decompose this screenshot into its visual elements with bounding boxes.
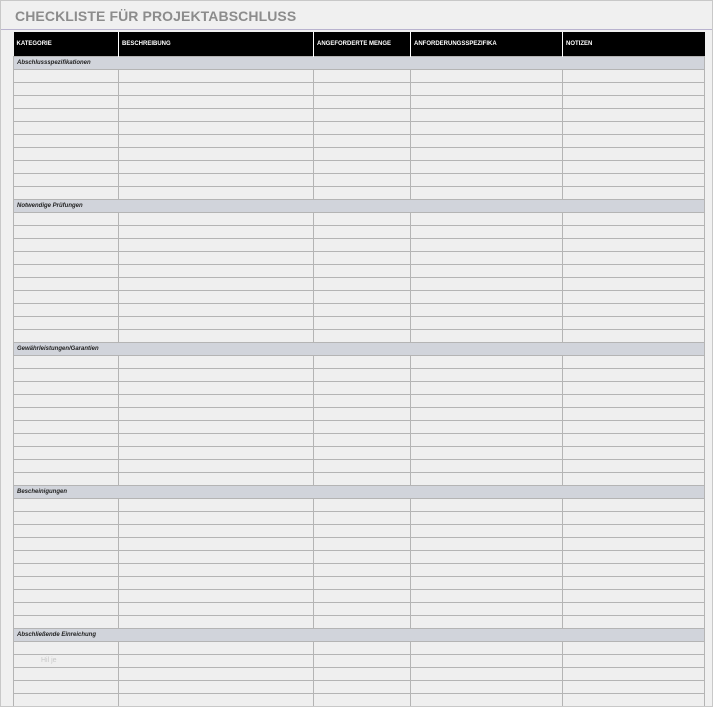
table-cell[interactable] (411, 382, 563, 395)
table-row (14, 551, 705, 564)
table-row (14, 421, 705, 434)
table-cell[interactable] (563, 96, 705, 109)
table-cell[interactable] (14, 70, 119, 83)
table-cell[interactable] (119, 538, 314, 551)
table-cell[interactable] (14, 447, 119, 460)
table-cell[interactable] (314, 525, 411, 538)
table-cell[interactable] (314, 96, 411, 109)
table-cell[interactable] (563, 538, 705, 551)
table-cell[interactable] (14, 551, 119, 564)
table-cell[interactable] (411, 96, 563, 109)
table-cell[interactable] (119, 577, 314, 590)
section-header-row (14, 629, 705, 642)
table-cell[interactable] (119, 655, 314, 668)
table-cell[interactable] (563, 473, 705, 486)
table-cell[interactable] (314, 187, 411, 200)
table-cell[interactable] (119, 447, 314, 460)
column-header-anforderungsspezifika: ANFORDERUNGSSPEZIFIKA (411, 32, 563, 57)
table-cell[interactable] (14, 382, 119, 395)
table-row (14, 96, 705, 109)
table-cell[interactable] (563, 460, 705, 473)
table-row (14, 668, 705, 681)
table-cell[interactable] (14, 564, 119, 577)
table-cell[interactable] (14, 525, 119, 538)
section-header-row (14, 343, 705, 356)
table-row (14, 460, 705, 473)
table-cell[interactable] (14, 148, 119, 161)
table-cell[interactable] (314, 603, 411, 616)
table-cell[interactable] (411, 239, 563, 252)
table-cell[interactable] (119, 642, 314, 655)
table-cell[interactable] (314, 408, 411, 421)
table-cell[interactable] (314, 538, 411, 551)
table-cell[interactable] (411, 330, 563, 343)
table-cell[interactable] (411, 551, 563, 564)
table-cell[interactable] (14, 291, 119, 304)
table-cell[interactable] (314, 70, 411, 83)
table-cell[interactable] (14, 109, 119, 122)
table-cell[interactable] (119, 148, 314, 161)
table-cell[interactable] (411, 460, 563, 473)
table-cell[interactable] (563, 83, 705, 96)
table-cell[interactable] (314, 564, 411, 577)
table-cell[interactable] (314, 135, 411, 148)
table-cell[interactable] (314, 109, 411, 122)
table-cell[interactable] (411, 681, 563, 694)
table-cell[interactable] (314, 239, 411, 252)
table-cell[interactable] (119, 239, 314, 252)
table-cell[interactable] (119, 395, 314, 408)
table-row (14, 304, 705, 317)
table-cell[interactable] (119, 278, 314, 291)
table-cell[interactable] (563, 356, 705, 369)
table-cell[interactable] (563, 252, 705, 265)
table-cell[interactable] (411, 70, 563, 83)
table-cell[interactable] (563, 564, 705, 577)
table-cell[interactable] (411, 148, 563, 161)
table-cell[interactable] (411, 83, 563, 96)
table-cell[interactable] (14, 512, 119, 525)
table-cell[interactable] (314, 291, 411, 304)
watermark-text: Hil je (41, 657, 57, 664)
table-cell[interactable] (411, 213, 563, 226)
table-cell[interactable] (411, 525, 563, 538)
table-cell[interactable] (563, 512, 705, 525)
table-cell[interactable] (14, 642, 119, 655)
table-row (14, 213, 705, 226)
checklist-table (13, 32, 705, 707)
table-cell[interactable] (314, 395, 411, 408)
table-cell[interactable] (14, 499, 119, 512)
table-row (14, 148, 705, 161)
table-cell[interactable] (563, 499, 705, 512)
table-cell[interactable] (411, 187, 563, 200)
column-header-beschreibung: BESCHREIBUNG (119, 32, 314, 57)
table-row (14, 395, 705, 408)
table-cell[interactable] (119, 434, 314, 447)
table-cell[interactable] (14, 174, 119, 187)
table-row (14, 525, 705, 538)
table-cell[interactable] (411, 512, 563, 525)
table-cell[interactable] (563, 616, 705, 629)
table-cell[interactable] (14, 239, 119, 252)
table-cell[interactable] (563, 239, 705, 252)
table-cell[interactable] (563, 187, 705, 200)
table-cell[interactable] (314, 265, 411, 278)
table-row (14, 291, 705, 304)
table-cell[interactable] (411, 122, 563, 135)
table-cell[interactable] (119, 83, 314, 96)
section-header-row (14, 57, 705, 70)
table-cell[interactable] (119, 681, 314, 694)
table-cell[interactable] (563, 278, 705, 291)
table-cell[interactable] (314, 83, 411, 96)
table-cell[interactable] (14, 590, 119, 603)
table-cell[interactable] (119, 252, 314, 265)
table-cell[interactable] (563, 317, 705, 330)
table-cell[interactable] (563, 577, 705, 590)
table-row (14, 109, 705, 122)
table-cell[interactable] (411, 668, 563, 681)
table-cell[interactable] (119, 603, 314, 616)
table-row (14, 330, 705, 343)
table-cell[interactable] (14, 252, 119, 265)
table-cell[interactable] (314, 642, 411, 655)
table-row (14, 447, 705, 460)
table-cell[interactable] (119, 356, 314, 369)
table-cell[interactable] (314, 499, 411, 512)
table-cell[interactable] (14, 369, 119, 382)
table-body (14, 57, 705, 707)
table-row (14, 70, 705, 83)
table-cell[interactable] (119, 512, 314, 525)
table-cell[interactable] (119, 265, 314, 278)
table-cell[interactable] (314, 122, 411, 135)
table-row (14, 473, 705, 486)
table-row (14, 681, 705, 694)
table-cell[interactable] (314, 551, 411, 564)
table-cell[interactable] (14, 668, 119, 681)
table-cell[interactable] (411, 434, 563, 447)
table-cell[interactable] (411, 603, 563, 616)
table-cell[interactable] (563, 148, 705, 161)
table-cell[interactable] (14, 395, 119, 408)
table-cell[interactable] (14, 694, 119, 707)
table-cell[interactable] (119, 382, 314, 395)
table-cell[interactable] (411, 564, 563, 577)
table-cell[interactable] (314, 447, 411, 460)
table-row (14, 317, 705, 330)
section-label[interactable]: Abschlussspezifikationen (14, 57, 705, 70)
section-label[interactable]: Notwendige Prüfungen (14, 200, 705, 213)
table-cell[interactable] (14, 213, 119, 226)
table-row (14, 369, 705, 382)
table-cell[interactable] (563, 174, 705, 187)
table-cell[interactable] (314, 213, 411, 226)
table-row (14, 499, 705, 512)
table-cell[interactable] (411, 109, 563, 122)
table-cell[interactable] (411, 642, 563, 655)
table-row (14, 616, 705, 629)
table-cell[interactable] (563, 109, 705, 122)
table-row (14, 187, 705, 200)
table-cell[interactable] (119, 590, 314, 603)
table-row (14, 252, 705, 265)
table-cell[interactable] (563, 213, 705, 226)
table-cell[interactable] (314, 434, 411, 447)
table-cell[interactable] (563, 304, 705, 317)
table-cell[interactable] (14, 330, 119, 343)
table-row (14, 434, 705, 447)
table-cell[interactable] (119, 96, 314, 109)
table-cell[interactable] (314, 694, 411, 707)
table-cell[interactable] (119, 317, 314, 330)
table-cell[interactable] (119, 304, 314, 317)
table-cell[interactable] (314, 668, 411, 681)
table-cell[interactable] (411, 694, 563, 707)
table-cell[interactable] (563, 122, 705, 135)
table-row (14, 265, 705, 278)
table-cell[interactable] (14, 135, 119, 148)
table-cell[interactable] (314, 356, 411, 369)
table-cell[interactable] (14, 83, 119, 96)
table-cell[interactable] (563, 382, 705, 395)
table-cell[interactable] (14, 655, 119, 668)
table-row (14, 512, 705, 525)
table-cell[interactable] (411, 408, 563, 421)
table-cell[interactable] (119, 174, 314, 187)
table-cell[interactable] (411, 291, 563, 304)
table-cell[interactable] (563, 135, 705, 148)
table-row (14, 577, 705, 590)
table-cell[interactable] (14, 421, 119, 434)
table-cell[interactable] (314, 252, 411, 265)
section-label[interactable]: Gewährleistungen/Garantien (14, 343, 705, 356)
table-cell[interactable] (314, 369, 411, 382)
table-cell[interactable] (563, 642, 705, 655)
table-row (14, 161, 705, 174)
table-cell[interactable] (411, 655, 563, 668)
table-cell[interactable] (314, 304, 411, 317)
table-row (14, 356, 705, 369)
table-cell[interactable] (119, 551, 314, 564)
table-cell[interactable] (411, 265, 563, 278)
table-row (14, 382, 705, 395)
table-row (14, 174, 705, 187)
page-title: CHECKLISTE FÜR PROJEKTABSCHLUSS (15, 8, 297, 24)
table-row (14, 590, 705, 603)
table-cell[interactable] (314, 512, 411, 525)
table-cell[interactable] (14, 460, 119, 473)
table-cell[interactable] (411, 161, 563, 174)
table-cell[interactable] (14, 122, 119, 135)
table-cell[interactable] (14, 96, 119, 109)
table-cell[interactable] (14, 577, 119, 590)
table-cell[interactable] (119, 135, 314, 148)
section-header-row (14, 486, 705, 499)
table-row (14, 694, 705, 707)
column-header-kategorie: KATEGORIE (14, 32, 119, 57)
table-cell[interactable] (411, 421, 563, 434)
table-cell[interactable] (314, 317, 411, 330)
table-cell[interactable] (411, 252, 563, 265)
table-cell[interactable] (14, 187, 119, 200)
table-row (14, 603, 705, 616)
table-cell[interactable] (314, 681, 411, 694)
table-cell[interactable] (119, 330, 314, 343)
table-cell[interactable] (119, 525, 314, 538)
table-cell[interactable] (411, 174, 563, 187)
table-cell[interactable] (119, 161, 314, 174)
table-row (14, 408, 705, 421)
table-cell[interactable] (563, 226, 705, 239)
table-cell[interactable] (119, 70, 314, 83)
table-cell[interactable] (14, 538, 119, 551)
table-cell[interactable] (14, 681, 119, 694)
table-cell[interactable] (119, 421, 314, 434)
table-cell[interactable] (411, 317, 563, 330)
section-label[interactable]: Abschließende Einreichung (14, 629, 705, 642)
table-cell[interactable] (14, 434, 119, 447)
table-cell[interactable] (563, 434, 705, 447)
table-cell[interactable] (411, 590, 563, 603)
table-cell[interactable] (314, 226, 411, 239)
table-cell[interactable] (563, 590, 705, 603)
table-cell[interactable] (411, 369, 563, 382)
section-header-row (14, 200, 705, 213)
column-header-notizen: NOTIZEN (563, 32, 705, 57)
table-cell[interactable] (119, 408, 314, 421)
table-cell[interactable] (119, 460, 314, 473)
table-cell[interactable] (314, 460, 411, 473)
table-cell[interactable] (119, 694, 314, 707)
table-row (14, 642, 705, 655)
table-cell[interactable] (14, 278, 119, 291)
table-cell[interactable] (314, 278, 411, 291)
table-cell[interactable] (119, 213, 314, 226)
table-cell[interactable] (119, 473, 314, 486)
table-cell[interactable] (411, 304, 563, 317)
table-cell[interactable] (563, 694, 705, 707)
table-cell[interactable] (411, 538, 563, 551)
table-cell[interactable] (563, 668, 705, 681)
table-cell[interactable] (563, 408, 705, 421)
table-row (14, 83, 705, 96)
table-cell[interactable] (314, 577, 411, 590)
table-cell[interactable] (314, 655, 411, 668)
table-cell[interactable] (14, 356, 119, 369)
table-cell[interactable] (563, 681, 705, 694)
table-cell[interactable] (411, 226, 563, 239)
table-cell[interactable] (563, 447, 705, 460)
table-cell[interactable] (563, 421, 705, 434)
table-cell[interactable] (119, 291, 314, 304)
table-cell[interactable] (411, 135, 563, 148)
table-row (14, 239, 705, 252)
table-cell[interactable] (314, 590, 411, 603)
table-cell[interactable] (119, 564, 314, 577)
title-divider (1, 29, 713, 30)
table-cell[interactable] (14, 603, 119, 616)
table-cell[interactable] (563, 525, 705, 538)
table-row (14, 135, 705, 148)
table-cell[interactable] (563, 603, 705, 616)
table-cell[interactable] (14, 317, 119, 330)
table-cell[interactable] (563, 551, 705, 564)
table-cell[interactable] (411, 447, 563, 460)
table-cell[interactable] (119, 499, 314, 512)
table-cell[interactable] (14, 304, 119, 317)
table-cell[interactable] (314, 174, 411, 187)
table-cell[interactable] (411, 395, 563, 408)
table-cell[interactable] (411, 278, 563, 291)
table-cell[interactable] (563, 161, 705, 174)
table-cell[interactable] (411, 577, 563, 590)
table-cell[interactable] (314, 421, 411, 434)
table-row (14, 226, 705, 239)
table-cell[interactable] (411, 499, 563, 512)
table-cell[interactable] (563, 369, 705, 382)
table-cell[interactable] (14, 408, 119, 421)
table-cell[interactable] (14, 616, 119, 629)
table-row (14, 564, 705, 577)
table-cell[interactable] (563, 70, 705, 83)
table-cell[interactable] (314, 473, 411, 486)
table-row (14, 655, 705, 668)
table-cell[interactable] (119, 616, 314, 629)
table-cell[interactable] (563, 291, 705, 304)
table-cell[interactable] (411, 356, 563, 369)
table-cell[interactable] (314, 382, 411, 395)
table-cell[interactable] (563, 330, 705, 343)
table-cell[interactable] (119, 187, 314, 200)
table-cell[interactable] (411, 616, 563, 629)
table-cell[interactable] (314, 161, 411, 174)
table-cell[interactable] (563, 395, 705, 408)
table-cell[interactable] (14, 473, 119, 486)
table-cell[interactable] (563, 655, 705, 668)
table-row (14, 122, 705, 135)
table-cell[interactable] (119, 226, 314, 239)
table-cell[interactable] (119, 668, 314, 681)
table-cell[interactable] (563, 265, 705, 278)
table-row (14, 538, 705, 551)
table-cell[interactable] (14, 265, 119, 278)
table-cell[interactable] (119, 109, 314, 122)
table-cell[interactable] (314, 330, 411, 343)
table-cell[interactable] (14, 226, 119, 239)
table-cell[interactable] (14, 161, 119, 174)
table-cell[interactable] (119, 369, 314, 382)
section-label[interactable]: Bescheinigungen (14, 486, 705, 499)
header-row (14, 32, 705, 57)
table-cell[interactable] (314, 616, 411, 629)
table-cell[interactable] (411, 473, 563, 486)
table-row (14, 278, 705, 291)
table-cell[interactable] (119, 122, 314, 135)
table-cell[interactable] (314, 148, 411, 161)
column-header-angeforderte-menge: ANGEFORDERTE MENGE (314, 32, 411, 57)
